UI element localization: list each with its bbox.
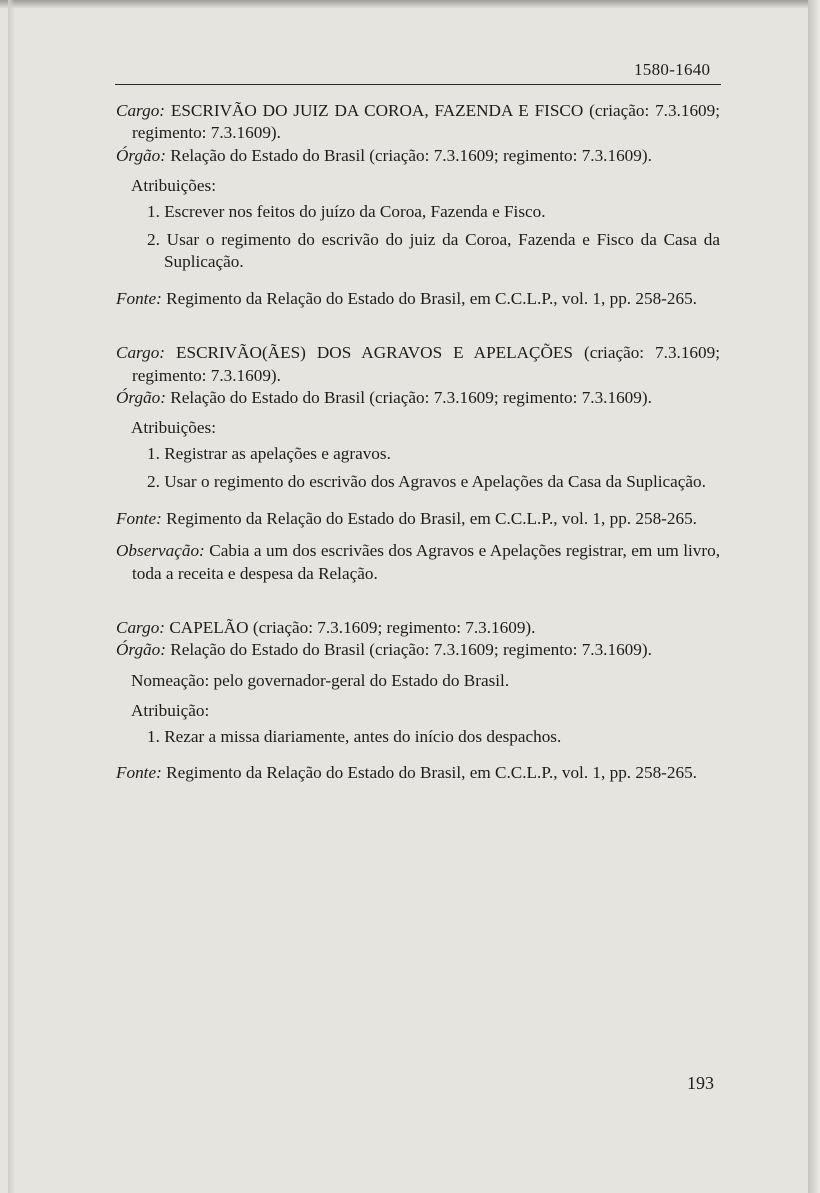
- observacao-text: Cabia a um dos escrivães dos Agravos e Apelações registrar, em um livro, toda a receita e despesa da Relação.: [132, 541, 720, 583]
- atribuicao-item: 1. Registrar as apelações e agravos.: [147, 443, 391, 463]
- cargo-line: [116, 342, 720, 387]
- fonte-line: [116, 288, 720, 310]
- atribuicoes-heading: Atribuições:: [131, 176, 216, 196]
- fonte-text: Regimento da Relação do Estado do Brasil, em C.C.L.P., vol. 1, pp. 258-265.: [166, 288, 697, 308]
- fonte-text: Regimento da Relação do Estado do Brasil, em C.C.L.P., vol. 1, pp. 258-265.: [166, 762, 697, 782]
- fonte-label: Fonte:: [116, 288, 162, 308]
- observacao-label: Observação:: [116, 541, 205, 561]
- cargo-line: [116, 617, 720, 639]
- orgao-line: [116, 387, 720, 409]
- fonte-line: [116, 508, 720, 530]
- atribuicoes-heading: Atribuição:: [131, 701, 210, 721]
- entry-capelao: [116, 617, 720, 784]
- orgao-label: Órgão:: [116, 388, 166, 408]
- binding-shadow: [8, 0, 15, 1193]
- page-top-shadow: [0, 0, 808, 8]
- atribuicoes-heading: Atribuições:: [131, 418, 216, 438]
- atribuicao-item: 1. Escrever nos feitos do juízo da Coroa, Fazenda e Fisco.: [147, 201, 546, 221]
- fonte-text: Regimento da Relação do Estado do Brasil, em C.C.L.P., vol. 1, pp. 258-265.: [166, 508, 697, 528]
- fonte-line: [116, 762, 720, 784]
- running-head: 1580-1640: [634, 60, 711, 79]
- cargo-text: CAPELÃO (criação: 7.3.1609; regimento: 7.3.1609).: [169, 617, 536, 637]
- orgao-label: Órgão:: [116, 640, 166, 660]
- cargo-text: ESCRIVÃO(ÃES) DOS AGRAVOS E APELAÇÕES (criação: 7.3.1609; regimento: 7.3.1609).: [132, 343, 720, 385]
- orgao-label: Órgão:: [116, 145, 166, 165]
- page-content: [116, 100, 720, 792]
- header-rule: [115, 84, 721, 85]
- fonte-label: Fonte:: [116, 508, 162, 528]
- orgao-text: Relação do Estado do Brasil (criação: 7.3.1609; regimento: 7.3.1609).: [170, 640, 652, 660]
- orgao-text: Relação do Estado do Brasil (criação: 7.3.1609; regimento: 7.3.1609).: [170, 388, 652, 408]
- nomeacao-line: Nomeação: pelo governador-geral do Estado do Brasil.: [131, 670, 510, 690]
- cargo-label: Cargo:: [116, 343, 166, 363]
- cargo-text: ESCRIVÃO DO JUIZ DA COROA, FAZENDA E FISCO (criação: 7.3.1609; regimento: 7.3.1609).: [132, 101, 721, 143]
- cargo-label: Cargo:: [116, 617, 166, 637]
- orgao-text: Relação do Estado do Brasil (criação: 7.3.1609; regimento: 7.3.1609).: [170, 145, 652, 165]
- observacao-line: [116, 540, 720, 585]
- atribuicao-item: 1. Rezar a missa diariamente, antes do início dos despachos.: [147, 726, 562, 746]
- orgao-line: [116, 639, 720, 661]
- orgao-line: [116, 145, 720, 167]
- page-edge: [808, 0, 820, 1193]
- fonte-label: Fonte:: [116, 762, 162, 782]
- entry-escrivao-agravos-apelacoes: [116, 342, 720, 585]
- entry-separator: [116, 318, 720, 342]
- entry-escrivao-juiz-coroa: [116, 100, 720, 310]
- page-number: 193: [687, 1073, 714, 1093]
- entry-separator: [116, 593, 720, 617]
- atribuicao-item: 2. Usar o regimento do escrivão dos Agravos e Apelações da Casa da Suplicação.: [147, 472, 706, 492]
- cargo-label: Cargo:: [116, 101, 166, 120]
- cargo-line: [116, 100, 720, 145]
- atribuicao-item: 2. Usar o regimento do escrivão do juiz da Coroa, Fazenda e Fisco da Casa da Suplicação.: [147, 230, 720, 272]
